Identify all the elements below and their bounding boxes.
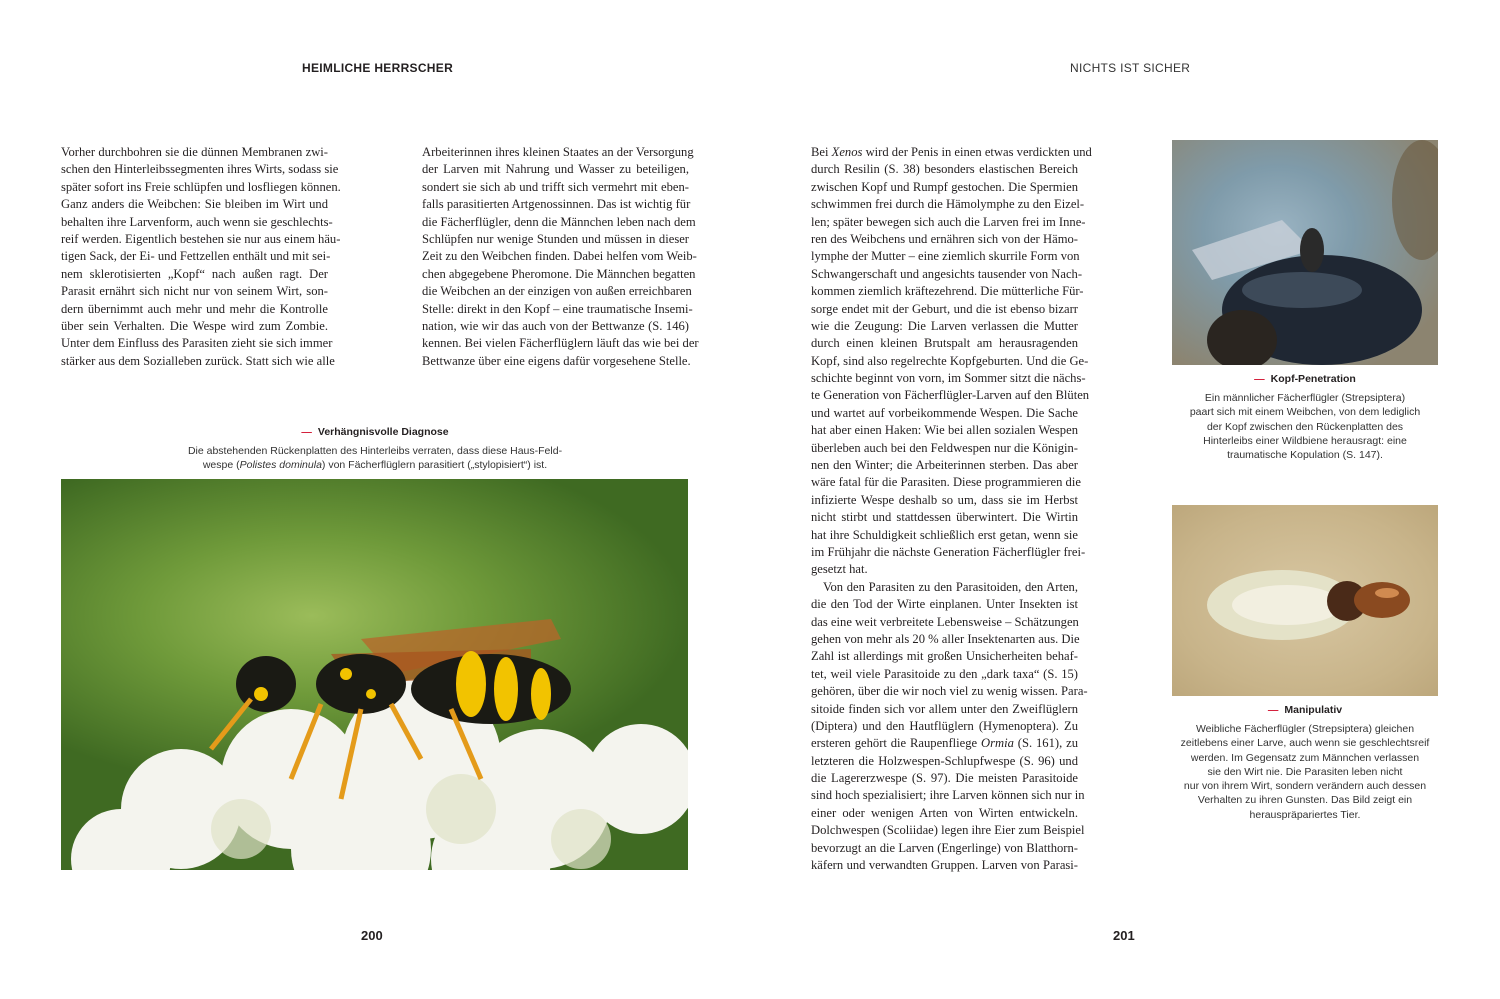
text-line	[811, 527, 1078, 544]
text-line	[811, 770, 1078, 787]
caption-wasp	[140, 426, 610, 473]
text-line	[422, 318, 689, 335]
text-line	[811, 683, 1088, 700]
wasp-on-flowers-photo	[61, 479, 688, 870]
caption-line: zeitlebens einer Larve, auch wenn sie geschlechtsreif	[1180, 737, 1430, 750]
text-line	[422, 335, 699, 352]
text-segment: behalten ihre Larvenform, auch wenn sie geschlechts-	[61, 214, 333, 229]
text-segment: Parasit ernährt sich nicht nur von seinem Wirt, son-	[61, 284, 328, 299]
text-line	[811, 718, 1078, 735]
italic-term: Ormia	[981, 736, 1014, 751]
caption-line: traumatische Kopulation (S. 147).	[1227, 449, 1383, 462]
caption-line	[140, 458, 610, 472]
text-line	[811, 301, 1078, 318]
text-segment: ersteren gehört die Raupenfliege	[811, 736, 982, 751]
text-column-3	[811, 144, 1092, 874]
caption-male	[1172, 373, 1438, 462]
text-line	[811, 840, 1078, 857]
text-line	[422, 144, 694, 161]
text-line	[61, 231, 341, 248]
text-segment: wäre fatal für die Parasiten. Diese programmieren die	[811, 475, 1081, 490]
caption-female	[1172, 704, 1438, 822]
text-line	[811, 440, 1078, 457]
text-line	[61, 301, 328, 318]
text-segment: wie die Zeugung: Die Larven verlassen die Mutter	[811, 318, 1078, 333]
larva-illustration	[1172, 505, 1438, 696]
text-segment: te Generation von Fächerflügler-Larven auf den Blüten	[811, 388, 1090, 403]
caption-title-text: Manipulativ	[1284, 704, 1343, 716]
caption-text: ) von Fächerflüglern parasitiert („stylopisiert“) ist.	[321, 459, 548, 472]
caption-title	[1172, 373, 1438, 385]
text-segment: wird der Penis in einen etwas verdickten und	[862, 145, 1092, 159]
text-line	[811, 179, 1078, 196]
text-line	[61, 283, 328, 300]
caption-line: Weibliche Fächerflügler (Strepsiptera) gleichen	[1195, 723, 1415, 735]
text-segment: ren des Weibchens und ernähren sich von der Hämo-	[811, 231, 1078, 246]
accent-dash: —	[1254, 373, 1265, 385]
text-segment: infizierte Wespe deshalb so um, dass sie im Herbst	[811, 492, 1078, 507]
text-line	[61, 179, 341, 196]
text-segment: die Weibchen an der einzigen von außen erreichbaren	[422, 284, 692, 299]
text-segment: nem sklerotisierten „Kopf“ nach außen ragt. Der	[61, 266, 328, 281]
text-line	[811, 266, 1083, 283]
caption-text: wespe (	[202, 459, 240, 472]
text-line	[61, 144, 328, 161]
text-line	[811, 509, 1078, 526]
text-line	[811, 353, 1089, 370]
text-line	[61, 248, 331, 265]
text-segment: kennen. Bei vielen Fächerflüglern läuft das wie bei der	[422, 336, 699, 351]
text-line	[811, 544, 1086, 561]
text-line	[811, 787, 1085, 804]
caption-line: herauspräpariertes Tier.	[1249, 808, 1361, 821]
wasp-illustration	[61, 479, 688, 870]
text-segment: gehören, über die wir noch viel zu wenig wissen. Para-	[811, 684, 1088, 699]
text-segment: lymphe der Mutter – eine ziemlich skurrile Form von	[811, 249, 1080, 264]
text-line	[811, 666, 1078, 683]
text-line	[422, 283, 692, 300]
text-segment: dern übernimmt auch mehr und mehr die Kontrolle	[61, 301, 328, 316]
text-segment: sitoide finden sich vor allem unter den Zweiflüglern	[811, 701, 1078, 716]
text-segment: reif werden. Eigentlich bestehen sie nur aus einem häu-	[61, 231, 341, 246]
text-line	[811, 579, 1078, 596]
text-segment: len; später bewegen sich auch die Larven frei im Inne-	[811, 214, 1086, 229]
text-line	[811, 753, 1078, 770]
text-segment: Schlüpfen nur wenige Stunden und müssen in dieser	[422, 231, 689, 246]
text-segment: Zeit zu den Weibchen finden. Dabei helfen vom Weib-	[422, 249, 697, 264]
male-strepsiptera-photo	[1172, 140, 1438, 365]
text-line	[811, 596, 1078, 613]
text-segment: nen den Winter; die Arbeiterinnen sterben. Das aber	[811, 458, 1078, 473]
text-line	[422, 196, 689, 213]
text-line	[811, 144, 1092, 161]
text-segment: Unter dem Einfluss des Parasiten zieht sie sich immer	[61, 336, 333, 351]
text-line	[811, 701, 1078, 718]
text-segment: zwischen Kopf und Rumpf gestochen. Die Spermien	[811, 179, 1078, 194]
text-segment: tet, weil viele Parasitoide zu den „dark taxa“ (S. 15)	[811, 666, 1078, 681]
text-line	[811, 805, 1078, 822]
text-segment: überleben auch bei den Feldwespen nur die Königin-	[811, 440, 1078, 455]
text-segment: nation, wie wir das auch von der Bettwanze (S. 146)	[422, 318, 689, 333]
text-line	[811, 492, 1078, 509]
text-line	[811, 161, 1078, 178]
text-line	[811, 248, 1078, 265]
text-line	[811, 196, 1085, 213]
caption-line: Ein männlicher Fächerflügler (Strepsiptera)	[1204, 392, 1406, 404]
bee-illustration	[1172, 140, 1438, 365]
text-segment: käfern und verwandten Gruppen. Larven von Parasi-	[811, 858, 1078, 873]
text-segment: (S. 161), zu	[1013, 736, 1078, 751]
text-line	[811, 214, 1086, 231]
caption-line: Hinterleibs einer Wildbiene herausragt: eine	[1203, 434, 1407, 447]
text-line	[811, 735, 1078, 752]
caption-line: Die abstehenden Rückenplatten des Hinterleibs verraten, dass diese Haus-Feld-	[187, 445, 563, 457]
text-segment: die den Tod der Wirte einplanen. Unter Insekten ist	[811, 597, 1078, 612]
text-segment: schwimmen frei durch die Hämolymphe zu den Eizel-	[811, 197, 1085, 212]
text-segment: über sein Verhalten. Die Wespe wird zum Zombie.	[61, 318, 328, 333]
text-segment: Von den Parasiten zu den Parasitoiden, den Arten,	[823, 579, 1078, 594]
text-segment: später sofort ins Freie schlüpfen und losfliegen können.	[61, 179, 341, 194]
text-segment: Stelle: direkt in den Kopf – eine traumatische Insemi-	[422, 301, 693, 316]
text-line	[422, 214, 696, 231]
text-segment: der Larven mit Nahrung und Wasser zu beteiligen,	[422, 162, 689, 177]
text-line	[811, 648, 1078, 665]
text-segment: Arbeiterinnen ihres kleinen Staates an der Versorgung	[422, 145, 694, 159]
accent-dash: —	[1267, 704, 1279, 716]
text-line	[811, 857, 1078, 874]
caption-line: paart sich mit einem Weibchen, von dem lediglich	[1189, 406, 1421, 419]
text-segment: bevorzugt an die Larven (Engerlinge) von Blatthorn-	[811, 840, 1078, 855]
text-segment: letzteren die Holzwespen-Schlupfwespe (S. 96) und	[811, 753, 1078, 768]
text-line	[61, 196, 328, 213]
text-segment: sorge endet mit der Geburt, und die ist ebenso bizarr	[811, 301, 1078, 316]
text-line	[811, 614, 1078, 631]
text-segment: Bettwanze über eine eigens dafür vorgesehene Stelle.	[422, 353, 691, 368]
text-line	[811, 231, 1078, 248]
page-number-right: 201	[1113, 928, 1135, 943]
text-segment: im Frühjahr die nächste Generation Fächerflügler frei-	[811, 544, 1086, 559]
text-segment: tigen Sack, der Ei- und Fettzellen enthält und mit sei-	[61, 249, 331, 264]
text-line	[422, 231, 689, 248]
text-line	[422, 301, 693, 318]
page-number-left: 200	[361, 928, 383, 943]
text-line	[811, 318, 1078, 335]
text-segment: Ganz anders die Weibchen: Sie bleiben im Wirt und	[61, 197, 328, 212]
text-segment: gesetzt hat.	[811, 562, 868, 577]
caption-title-text: Verhängnisvolle Diagnose	[317, 426, 449, 438]
text-line	[422, 353, 689, 370]
text-line	[61, 266, 328, 283]
text-line	[61, 353, 335, 370]
text-segment: nicht stirbt und stattdessen überwintert. Die Wirtin	[811, 510, 1078, 525]
text-segment: durch Resilin (S. 38) besonders elastischen Bereich	[811, 162, 1078, 177]
text-segment: Kopf, sind also regelrechte Kopfgeburten. Und die Ge-	[811, 353, 1089, 368]
text-line	[811, 283, 1084, 300]
text-segment: kommen ziemlich kräftezehrend. Die mütterliche Für-	[811, 284, 1084, 299]
text-segment: die Fächerflügler, denn die Männchen leben nach dem	[422, 214, 696, 229]
text-segment: falls parasitierten Artgenossinnen. Das ist wichtig für	[422, 197, 691, 212]
text-segment: hat ihre Schuldigkeit schließlich erst getan, wenn sie	[811, 527, 1078, 542]
text-line	[811, 474, 1081, 491]
italic-term: Xenos	[831, 145, 863, 159]
caption-title-text: Kopf-Penetration	[1270, 373, 1356, 385]
text-line	[61, 161, 339, 178]
text-line	[811, 335, 1078, 352]
text-column-2	[422, 144, 699, 370]
female-strepsiptera-photo	[1172, 505, 1438, 696]
text-segment: hat aber einen Haken: Wie bei allen sozialen Wespen	[811, 423, 1078, 438]
text-line	[422, 248, 697, 265]
text-line	[811, 422, 1078, 439]
text-segment: sind hoch spezialisiert; ihre Larven können sich nur in	[811, 788, 1085, 803]
text-segment: Schwangerschaft und angesichts tausender von Nach-	[811, 266, 1083, 281]
text-line	[61, 335, 333, 352]
text-line	[422, 179, 689, 196]
text-segment: chen abgegebene Pheromone. Die Männchen begatten	[422, 266, 696, 281]
caption-line: nur von ihrem Wirt, sondern verändern auch dessen	[1183, 780, 1427, 793]
text-line	[811, 370, 1086, 387]
text-line	[811, 405, 1078, 422]
caption-title	[140, 426, 610, 438]
text-segment: Zahl ist allerdings mit großen Unsicherheiten behaf-	[811, 649, 1078, 664]
running-head-left: HEIMLICHE HERRSCHER	[302, 61, 454, 75]
text-line	[422, 266, 696, 283]
caption-line: der Kopf zwischen den Rückenplatten des	[1206, 420, 1404, 433]
text-segment: Vorher durchbohren sie die dünnen Membranen zwi-	[61, 145, 328, 159]
text-segment: sondert sie sich ab und trifft sich vermehrt mit eben-	[422, 179, 689, 194]
text-segment: stärker aus dem Sozialleben zurück. Statt sich wie alle	[61, 353, 335, 368]
caption-line: Verhalten zu ihren Gunsten. Das Bild zeigt ein	[1197, 794, 1413, 807]
text-column-1	[61, 144, 341, 370]
text-segment: durch einen kleinen Brutspalt am herausragenden	[811, 336, 1078, 351]
text-line	[422, 161, 689, 178]
text-segment: Bei	[811, 145, 832, 159]
running-head-right: NICHTS IST SICHER	[1070, 61, 1191, 75]
text-segment: schen den Hinterleibssegmenten ihres Wirts, sodass sie	[61, 162, 339, 177]
caption-line: sie den Wirt nie. Die Parasiten leben nicht	[1207, 765, 1403, 778]
text-segment: Dolchwespen (Scoliidae) legen ihre Eier zum Beispiel	[811, 823, 1085, 838]
text-line	[61, 214, 333, 231]
text-line	[811, 631, 1078, 648]
text-line	[61, 318, 328, 335]
caption-line: werden. Im Gegensatz zum Männchen verlassen	[1190, 751, 1420, 764]
caption-title	[1172, 704, 1438, 716]
accent-dash: —	[301, 426, 312, 438]
text-segment: (Diptera) und den Hautflüglern (Hymenoptera). Zu	[811, 718, 1078, 733]
text-segment: schichte beginnt von vorn, im Sommer sitzt die nächs-	[811, 371, 1086, 386]
text-segment: die Lagererzwespe (S. 97). Die meisten Parasitoide	[811, 771, 1078, 786]
text-segment: das eine weit verbreitete Lebensweise – Schätzungen	[811, 614, 1079, 629]
text-segment: einer oder wenigen Arten von Wirten entwickeln.	[811, 805, 1078, 820]
text-line	[811, 387, 1090, 404]
species-name: Polistes dominula	[239, 459, 322, 472]
text-line	[811, 561, 1078, 578]
text-line	[811, 457, 1078, 474]
text-line	[811, 822, 1085, 839]
text-segment: und wartet auf vorbeikommende Wespen. Die Sache	[811, 405, 1078, 420]
text-segment: gehen von mehr als 20 % aller Insektenarten aus. Die	[811, 631, 1080, 646]
